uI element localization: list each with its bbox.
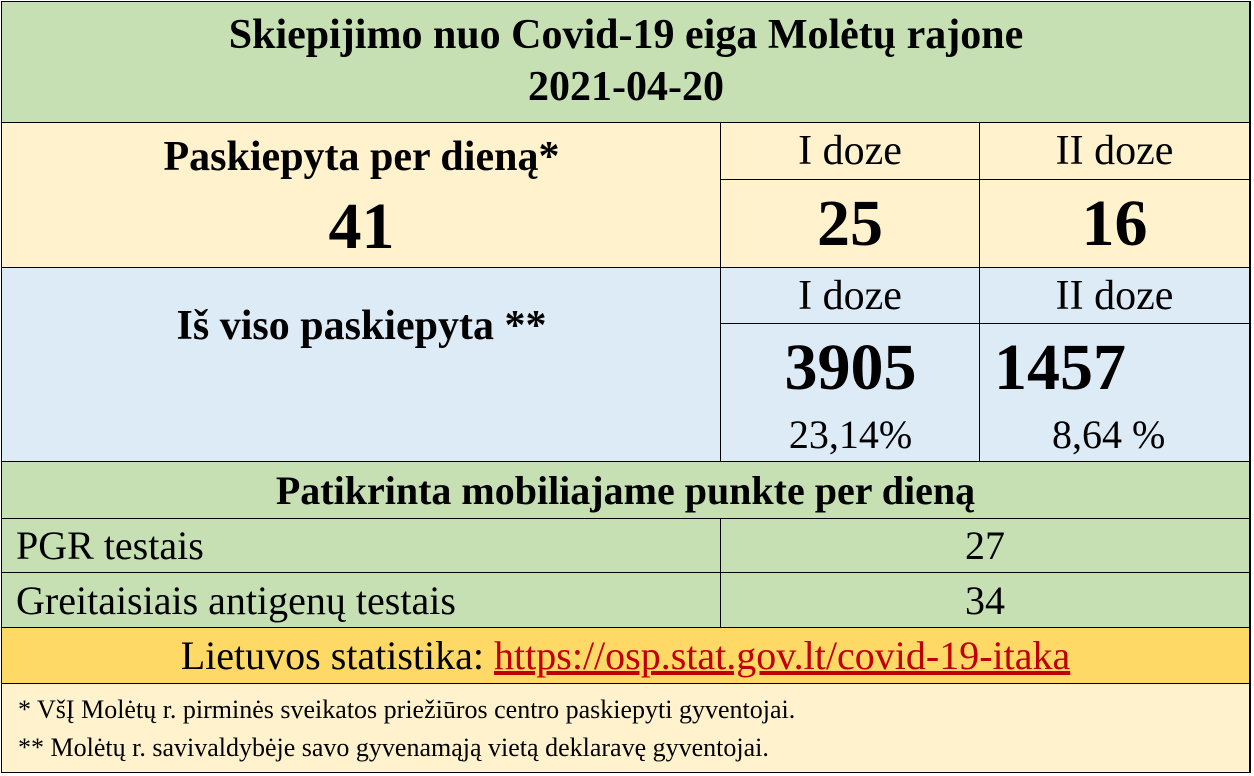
page-title: Skiepijimo nuo Covid-19 eiga Molėtų rajone bbox=[228, 12, 1024, 58]
tests-row bbox=[2, 519, 721, 573]
report-date: 2021-04-20 bbox=[528, 64, 724, 110]
overall-dose1-header bbox=[721, 268, 980, 324]
footnote-2: ** Molėtų r. savivaldybėje savo gyvenamąją vietą deklaravę gyventojai. bbox=[18, 733, 769, 762]
source-prefix: Lietuvos statistika: bbox=[180, 633, 495, 678]
daily-dose1-header bbox=[721, 123, 980, 180]
overall-dose2-percent: 8,64 % bbox=[1052, 412, 1166, 457]
daily-dose1-value: 25 bbox=[817, 186, 883, 260]
footnote-1: * VšĮ Molėtų r. pirminės sveikatos priežiūros centro paskiepyti gyventojai. bbox=[18, 695, 796, 724]
overall-label: Iš viso paskiepyta ** bbox=[176, 303, 547, 349]
daily-dose2-header bbox=[980, 123, 1250, 180]
tests-row bbox=[721, 519, 1250, 573]
antigen-tests-label: Greitaisiais antigenų testais bbox=[16, 578, 456, 623]
tests-title-cell bbox=[2, 462, 1250, 519]
overall-dose1-label: I doze bbox=[798, 272, 902, 319]
overall-dose2-cell bbox=[980, 324, 1250, 462]
overall-dose2-label: II doze bbox=[1055, 272, 1174, 319]
source-cell bbox=[2, 628, 1250, 684]
overall-dose1-cell bbox=[721, 324, 980, 462]
footnotes-cell bbox=[2, 684, 1250, 772]
daily-dose1-label: I doze bbox=[798, 128, 902, 174]
pgr-tests-label: PGR testais bbox=[16, 523, 204, 568]
daily-total: 41 bbox=[328, 190, 395, 263]
tests-title: Patikrinta mobiliajame punkte per dieną bbox=[275, 467, 976, 513]
tests-row bbox=[2, 573, 721, 628]
daily-dose2-value: 16 bbox=[1081, 186, 1148, 260]
overall-label-cell bbox=[2, 268, 721, 462]
antigen-tests-value: 34 bbox=[965, 577, 1005, 623]
overall-dose2-value: 1457 bbox=[994, 331, 1126, 404]
tests-row bbox=[721, 573, 1250, 628]
daily-dose1-cell bbox=[721, 180, 980, 268]
title-cell bbox=[2, 2, 1250, 123]
overall-dose1-value: 3905 bbox=[784, 331, 917, 404]
daily-dose2-label: II doze bbox=[1055, 128, 1174, 174]
daily-label: Paskiepyta per dieną* bbox=[163, 134, 560, 180]
overall-dose2-header bbox=[980, 268, 1250, 324]
overall-dose1-percent: 23,14% bbox=[788, 412, 913, 457]
source-link[interactable]: https://osp.stat.gov.lt/covid-19-itaka bbox=[494, 633, 1071, 678]
daily-dose2-cell bbox=[980, 180, 1250, 268]
pgr-tests-value: 27 bbox=[965, 523, 1005, 568]
daily-label-cell bbox=[2, 123, 721, 268]
vaccination-summary-table bbox=[1, 1, 1251, 773]
